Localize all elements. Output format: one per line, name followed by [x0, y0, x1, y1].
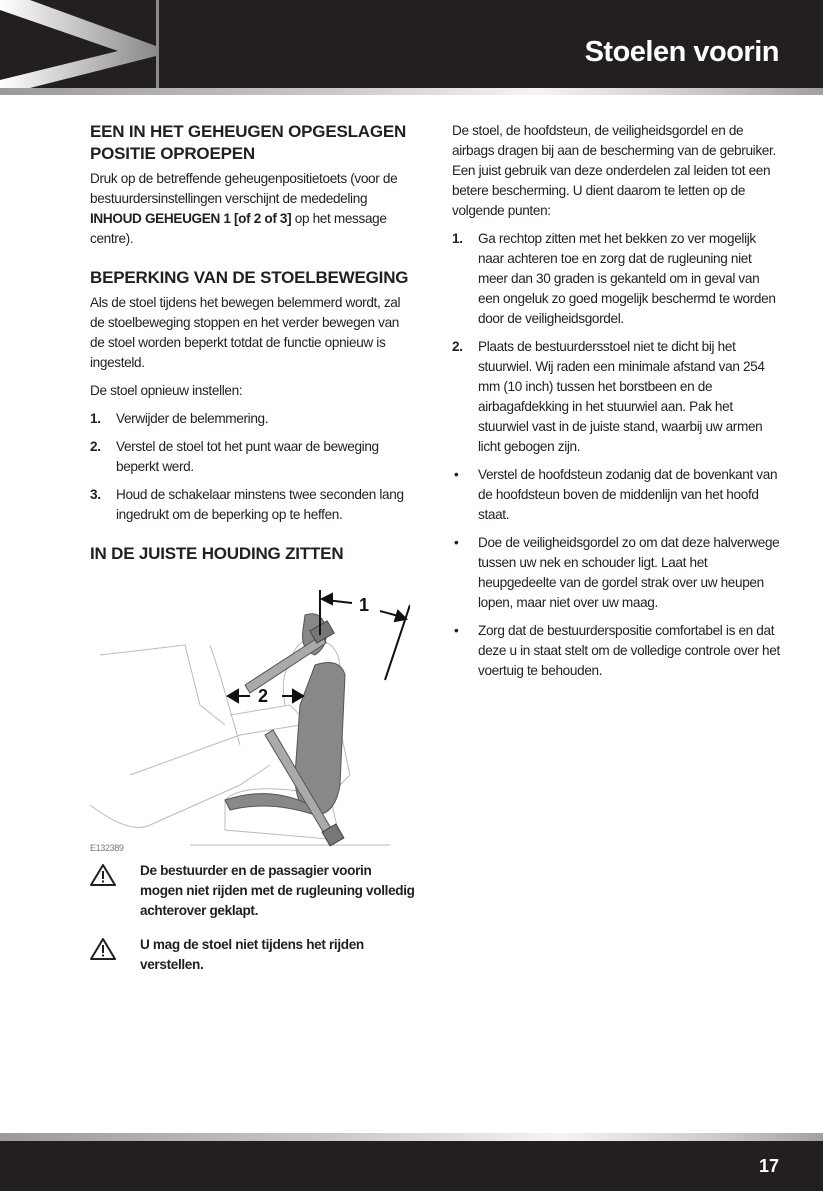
figure-label-1: 1 [359, 595, 369, 615]
header-strip [0, 88, 823, 95]
header-divider [156, 0, 159, 95]
text: Zorg dat de bestuurderspositie comfortabel is en dat deze u in staat stelt om de volledige controle over het voertuig te behouden. [478, 623, 780, 678]
heading-posture: IN DE JUISTE HOUDING ZITTEN [90, 544, 344, 563]
list-item [452, 337, 782, 457]
figure-code: E132389 [90, 843, 124, 853]
text: Doe de veiligheidsgordel zo om dat deze halverwege tussen uw nek en schouder ligt. Laat het heupgedeelte van de gordel strak over uw heupen lopen, maar niet over uw maag. [478, 535, 780, 610]
reset-steps [90, 409, 416, 525]
text: Houd de schakelaar minstens twee seconden lang ingedrukt om de beperking op te heffen. [116, 487, 404, 522]
list-item [90, 485, 416, 525]
text: Verstel de stoel tot het punt waar de beweging beperkt werd. [116, 439, 379, 474]
text: Verstel de hoofdsteun zodanig dat de bovenkant van de hoofdsteun boven de middenlijn van het hoofd staat. [478, 467, 778, 522]
number: 2. [90, 439, 101, 454]
paragraph: De stoel opnieuw instellen: [90, 383, 243, 398]
message-text: INHOUD GEHEUGEN 1 [of 2 of 3] [90, 211, 292, 226]
left-column [90, 121, 416, 989]
bullet-icon: • [454, 535, 459, 550]
right-column [452, 121, 782, 689]
posture-steps [452, 229, 782, 457]
warning-text: U mag de stoel niet tijdens het rijden verstellen. [140, 937, 364, 972]
text: Verwijder de belemmering. [116, 411, 269, 426]
list-item [90, 409, 416, 429]
text: op het message centre). [90, 211, 387, 246]
text: Plaats de bestuurdersstoel niet te dicht bij het stuurwiel. Wij raden een minimale afstand van 254 mm (10 inch) tussen het borstbeen en de airbagafdekking in het stuurwiel aan. Pak het stuurwiel vast in de juiste stand, waarbij uw armen licht gebogen zijn. [478, 339, 765, 454]
list-item [452, 465, 782, 525]
warning [90, 935, 416, 975]
number: 2. [452, 339, 463, 354]
chevron-logo-icon [0, 0, 156, 88]
number: 1. [90, 411, 101, 426]
warning-triangle-icon [90, 937, 116, 961]
number: 3. [90, 487, 101, 502]
paragraph: Als de stoel tijdens het bewegen belemmerd wordt, zal de stoelbeweging stoppen en het verder bewegen van de stoel worden beperkt totdat de functie opnieuw is ingesteld. [90, 295, 401, 370]
page-number: 17 [758, 1156, 779, 1176]
list-item [452, 621, 782, 681]
warning-triangle-icon [90, 863, 116, 887]
footer-strip [0, 1133, 823, 1141]
number: 1. [452, 231, 463, 246]
page-footer [0, 1141, 823, 1191]
heading-seat-limit: BEPERKING VAN DE STOELBEWEGING [90, 268, 409, 287]
bullet-icon: • [454, 467, 459, 482]
posture-bullets [452, 465, 782, 681]
heading-memory-recall: EEN IN HET GEHEUGEN OPGESLAGEN POSITIE OPROEPEN [90, 122, 407, 163]
list-item [452, 229, 782, 329]
bullet-icon: • [454, 623, 459, 638]
driver-seat-drawing [90, 575, 410, 855]
figure-label-2: 2 [258, 686, 268, 706]
warning [90, 861, 416, 921]
seating-position-illustration [90, 575, 410, 855]
intro-paragraph: De stoel, de hoofdsteun, de veiligheidsgordel en de airbags dragen bij aan de bescherming van de gebruiker. Een juist gebruik van deze onderdelen zal leiden tot een betere bescherming. U dient daarom te letten op de volgende punten: [452, 123, 776, 218]
page-title: Stoelen voorin [584, 36, 779, 68]
list-item [90, 437, 416, 477]
list-item [452, 533, 782, 613]
text: Ga rechtop zitten met het bekken zo ver mogelijk naar achteren toe en zorg dat de rugleuning niet meer dan 30 graden is gekanteld om in geval van een ongeluk zo goed mogelijk beschermd te worden door de veiligheidsgordel. [478, 231, 776, 326]
memory-recall-text [90, 169, 416, 249]
warning-text: De bestuurder en de passagier voorin mogen niet rijden met de rugleuning volledig achterover geklapt. [140, 863, 415, 918]
text: Druk op de betreffende geheugenpositietoets (voor de bestuurdersinstellingen verschijnt de mededeling [90, 171, 398, 206]
